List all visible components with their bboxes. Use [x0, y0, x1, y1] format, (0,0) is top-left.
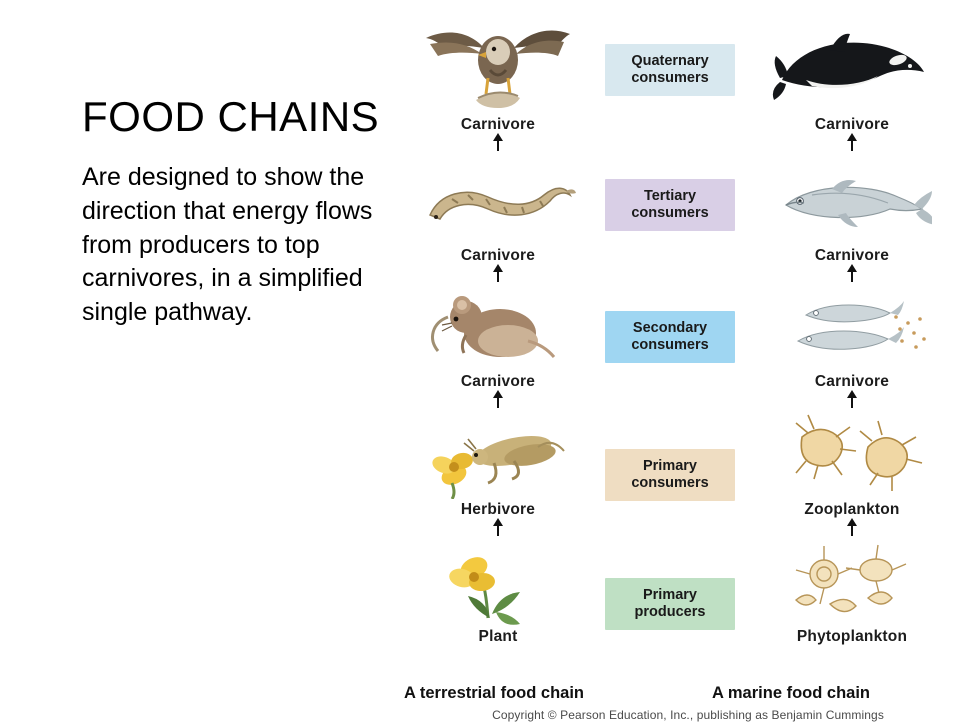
slide-body-text: Are designed to show the direction that energy flows from producers to top carnivores, in a simplified single pathway.	[82, 163, 373, 327]
terrestrial-level-primary-consumer	[408, 391, 588, 519]
organism-label: Carnivore	[460, 116, 536, 133]
figure-captions	[400, 684, 960, 706]
copyright-notice: Copyright © Pearson Education, Inc., publishing as Benjamin Cummings	[492, 708, 884, 722]
caption-terrestrial-food-chain: A terrestrial food chain	[404, 684, 585, 702]
marine-level-primary-producer	[752, 518, 952, 646]
grasshopper-on-flower-icon	[418, 407, 578, 499]
hawk-with-snake-icon	[418, 22, 578, 114]
terrestrial-level-primary-producer	[408, 518, 588, 646]
organism-label: Zooplankton	[804, 501, 900, 518]
small-fish-pair-icon	[772, 279, 932, 371]
trophic-level-labels-column	[590, 6, 750, 682]
organism-label: Plant	[478, 628, 518, 645]
marine-level-tertiary	[752, 137, 952, 265]
organism-label: Carnivore	[460, 373, 536, 390]
trophic-level-quaternary-consumers: Quaternary consumers	[605, 44, 735, 96]
marine-level-primary-consumer	[752, 391, 952, 519]
terrestrial-level-secondary	[408, 263, 588, 391]
trophic-level-primary-consumers: Primary consumers	[605, 449, 735, 501]
organism-label: Herbivore	[460, 501, 536, 518]
trophic-level-secondary-consumers: Secondary consumers	[605, 311, 735, 363]
zooplankton-icon	[772, 407, 932, 499]
marine-level-secondary	[752, 263, 952, 391]
food-chain-figure	[400, 0, 960, 720]
caption-marine-food-chain: A marine food chain	[712, 684, 870, 702]
phytoplankton-icon	[772, 534, 932, 626]
organism-label: Carnivore	[814, 116, 890, 133]
large-fish-icon	[772, 153, 932, 245]
food-chain-grid	[400, 6, 960, 722]
yellow-flower-plant-icon	[418, 534, 578, 626]
organism-label: Carnivore	[814, 373, 890, 390]
trophic-level-tertiary-consumers: Tertiary consumers	[605, 179, 735, 231]
terrestrial-level-tertiary	[408, 137, 588, 265]
page-title: FOOD CHAINS	[82, 93, 380, 140]
slide-text-column	[0, 0, 420, 720]
rattlesnake-icon	[418, 153, 578, 245]
mouse-icon	[418, 279, 578, 371]
terrestrial-column	[408, 6, 588, 682]
terrestrial-level-quaternary	[408, 6, 588, 134]
trophic-level-primary-producers: Primary producers	[605, 578, 735, 630]
marine-level-quaternary	[752, 6, 952, 134]
orca-icon	[772, 22, 932, 114]
organism-label: Carnivore	[460, 247, 536, 264]
marine-column	[752, 6, 952, 682]
organism-label: Phytoplankton	[796, 628, 908, 645]
organism-label: Carnivore	[814, 247, 890, 264]
